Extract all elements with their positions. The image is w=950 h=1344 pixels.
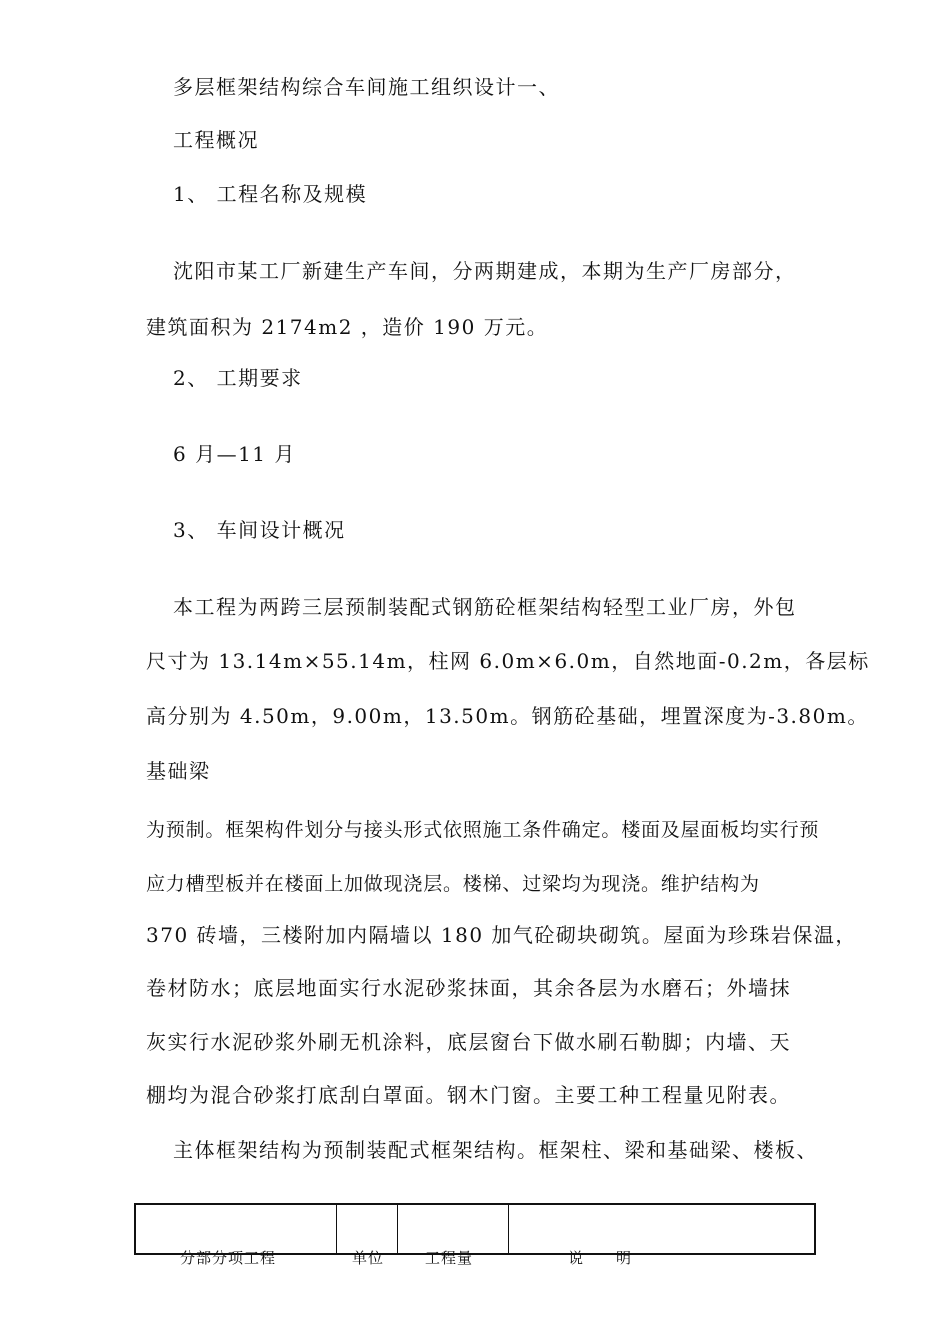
- item1-paragraph-line: 沈阳市某工厂新建生产车间，分两期建成，本期为生产厂房部分，: [173, 259, 797, 283]
- item3-paragraph-line: 本工程为两跨三层预制装配式钢筋砼框架结构轻型工业厂房，外包: [173, 595, 797, 619]
- item3-paragraph-line: 棚均为混合砂浆打底刮白罩面。钢木门窗。主要工种工程量见附表。: [146, 1083, 791, 1107]
- table-header-unit: 单位: [352, 1249, 385, 1267]
- item2-heading: 2、 工期要求: [173, 366, 303, 390]
- item3-paragraph-line: 为预制。框架构件划分与接头形式依照施工条件确定。楼面及屋面板均实行预: [146, 819, 820, 841]
- section-heading: 工程概况: [173, 128, 259, 152]
- item3-paragraph-line: 370 砖墙，三楼附加内隔墙以 180 加气砼砌块砌筑。屋面为珍珠岩保温，: [146, 923, 857, 947]
- table-divider: [336, 1205, 337, 1253]
- item2-value: 6 月—11 月: [173, 442, 296, 466]
- item1-paragraph-line: 建筑面积为 2174m2 ，造价 190 万元。: [146, 315, 549, 339]
- item1-heading: 1、 工程名称及规模: [173, 182, 368, 206]
- item3-paragraph-line: 尺寸为 13.14m×55.14m，柱网 6.0m×6.0m，自然地面-0.2m，各层标: [146, 649, 870, 673]
- item3-paragraph-line: 灰实行水泥砂浆外刷无机涂料，底层窗台下做水刷石勒脚；内墙、天: [146, 1030, 791, 1054]
- item3-paragraph-line: 高分别为 4.50m，9.00m，13.50m。钢筋砼基础，埋置深度为-3.80m。: [146, 704, 869, 728]
- main-structure-paragraph-line: 主体框架结构为预制装配式框架结构。框架柱、梁和基础梁、楼板、: [173, 1138, 818, 1162]
- item3-heading: 3、 车间设计概况: [173, 518, 346, 542]
- document-title: 多层框架结构综合车间施工组织设计一、: [173, 75, 560, 99]
- table-divider: [508, 1205, 509, 1253]
- table-header-item: 分部分项工程: [180, 1249, 277, 1267]
- table-header-quantity: 工程量: [425, 1249, 474, 1267]
- item3-paragraph-line: 卷材防水；底层地面实行水泥砂浆抹面，其余各层为水磨石；外墙抹: [146, 976, 791, 1000]
- work-quantity-table: [134, 1203, 816, 1267]
- item3-paragraph-line: 应力槽型板并在楼面上加做现浇层。楼梯、过梁均为现浇。维护结构为: [146, 873, 760, 895]
- table-divider: [397, 1205, 398, 1253]
- table-header-remarks: 说 明: [568, 1249, 633, 1267]
- item3-paragraph-line: 基础梁: [146, 759, 211, 783]
